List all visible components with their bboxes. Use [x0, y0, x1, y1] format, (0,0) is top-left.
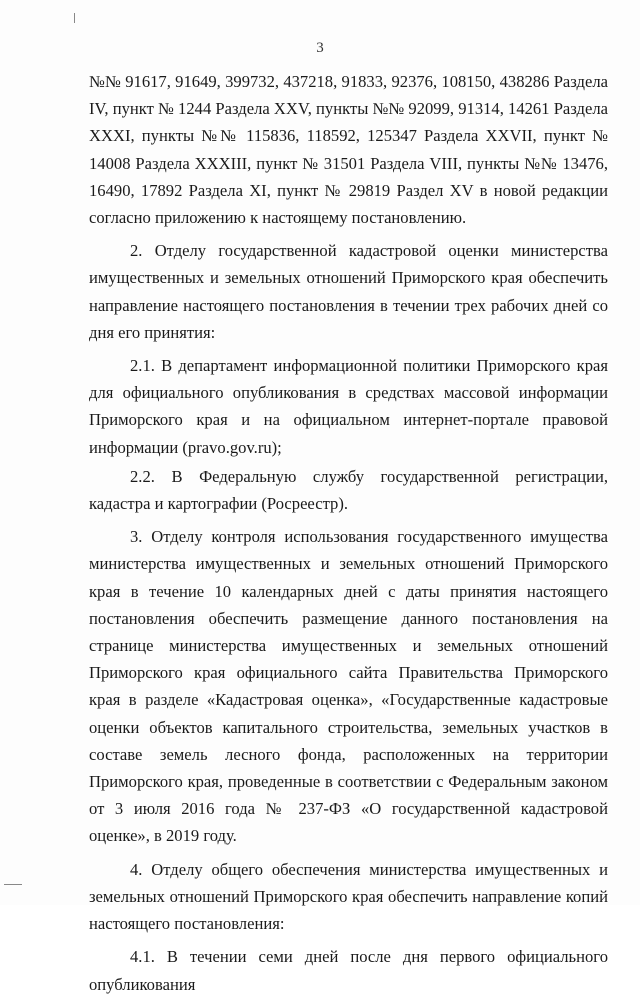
paragraph-item-2-2: 2.2. В Федеральную службу государственной регистрации, кадастра и картографии (Росреестр).	[89, 466, 608, 514]
scan-artifact-mark	[4, 884, 22, 885]
paragraph-item-2-1: 2.1. В департамент информационной политики Приморского края для официального опубликования в средствах массовой информации Приморского края и на официальном интернет-портале правовой информации (pravo.gov.ru);	[89, 356, 608, 457]
scan-artifact-mark	[74, 13, 75, 23]
paragraph-continuation: №№ 91617, 91649, 399732, 437218, 91833, 92376, 108150, 438286 Раздела IV, пункт № 1244 Раздела XXV, пункты №№ 92099, 91314, 14261 Раздела XXXI, пункты №№ 115836, 118592, 125347 Раздела XXVII, пункт № 14008 Раздела XXXIII, пункт № 31501 Раздела VIII, пункты №№ 13476, 16490, 17892 Раздела XI, пункт № 29819 Раздел XV в новой редакции согласно приложению к настоящему постановлению.	[89, 72, 608, 228]
paragraph-item-2: 2. Отделу государственной кадастровой оценки министерства имущественных и земельных отношений Приморского края обеспечить направление настоящего постановления в течении трех рабочих дней со дня его принятия:	[89, 241, 608, 342]
paragraph-item-3: 3. Отделу контроля использования государственного имущества министерства имущественных и земельных отношений Приморского края в течение 10 календарных дней с даты принятия настоящего постановления обеспечить размещение данного постановления на странице министерства имущественных и земельных отношений Приморского края официального сайта Правительства Приморского края в разделе «Кадастровая оценка», «Государственные кадастровые оценки объектов капитального строительства, земельных участков в составе земель лесного фонда, расположенных на территории Приморского края, проведенные в соответствии с Федеральным законом от 3 июля 2016 года № 237-ФЗ «О государственной кадастровой оценке», в 2019 году.	[89, 527, 608, 846]
page-number: 3	[316, 40, 324, 56]
paragraph-item-4: 4. Отделу общего обеспечения министерства имущественных и земельных отношений Приморского края обеспечить направление копий настоящего постановления:	[89, 859, 608, 934]
document-body	[89, 68, 608, 1000]
paragraph-item-4-1: 4.1. В течении семи дней после дня первого официального опубликования	[89, 947, 608, 994]
